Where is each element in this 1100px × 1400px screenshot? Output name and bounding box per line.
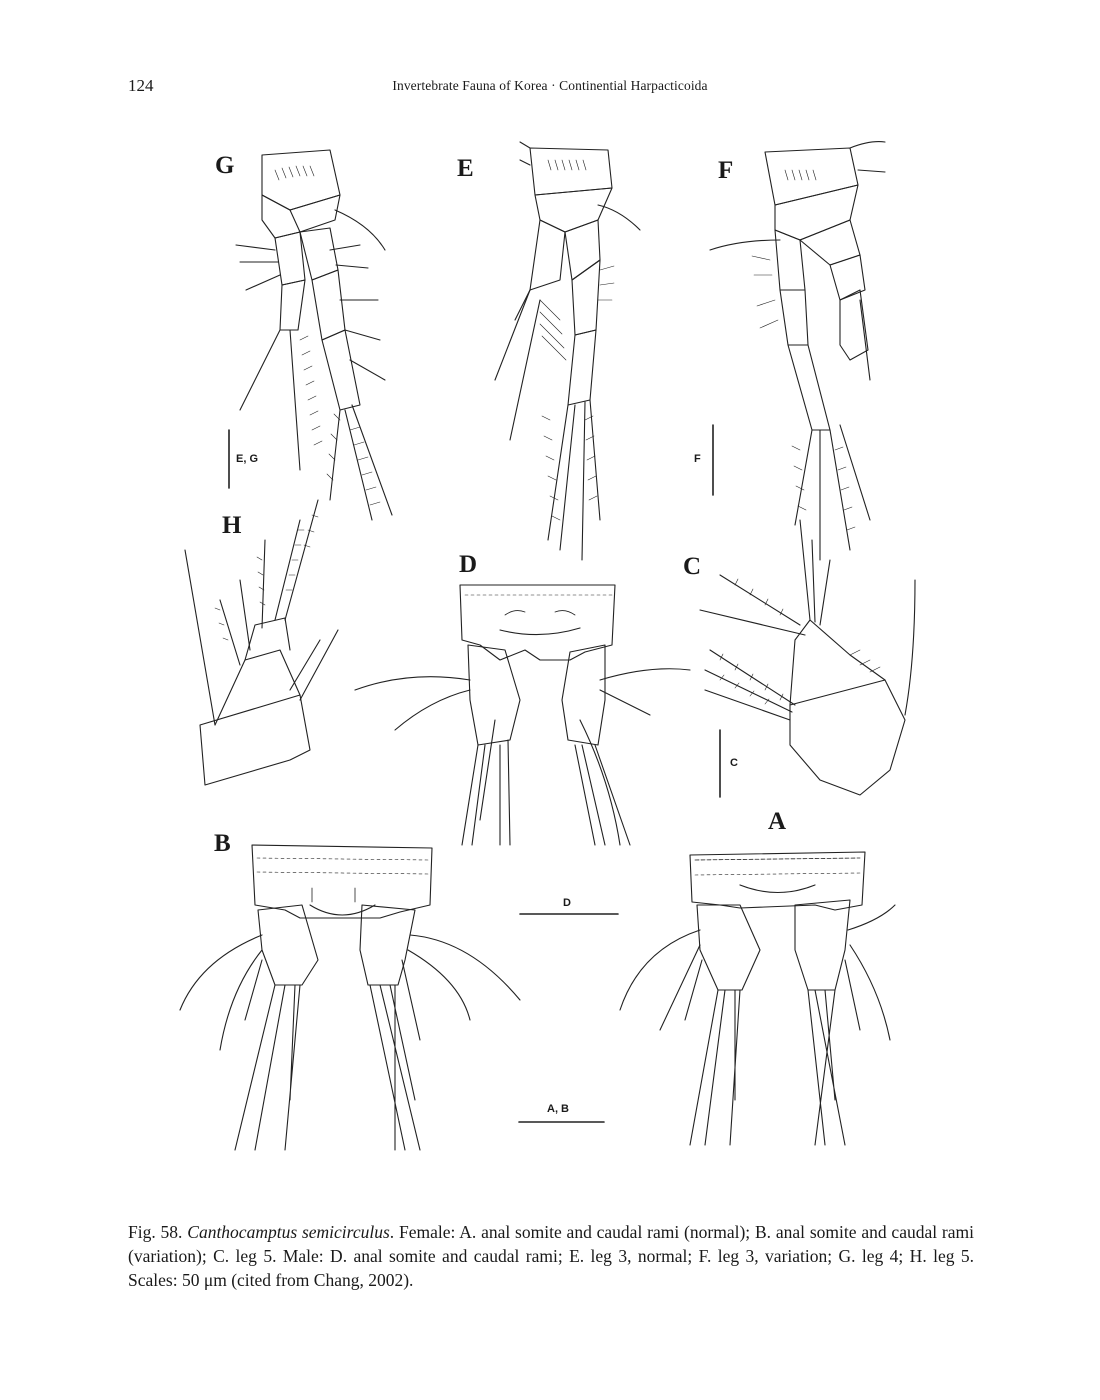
- caption-prefix: Fig. 58.: [128, 1221, 188, 1242]
- panel-label-c: C: [683, 553, 702, 580]
- panel-label-h: H: [222, 512, 242, 539]
- leg4-drawing-G: [236, 150, 392, 520]
- panel-label-e: E: [457, 155, 474, 182]
- leg3-drawing-E: [495, 142, 640, 560]
- running-title: Invertebrate Fauna of Korea · Continential Harpacticoida: [392, 78, 708, 93]
- scale-label-d: D: [563, 897, 571, 909]
- leg5-drawing-H: [185, 500, 338, 785]
- leg5-drawing-C: [700, 520, 915, 795]
- figure-caption: [128, 1220, 974, 1292]
- leg3-drawing-F: [710, 142, 885, 560]
- panel-label-g: G: [215, 152, 235, 179]
- panel-label-b: B: [214, 830, 231, 857]
- anal-somite-drawing-D: [355, 585, 690, 845]
- scale-label-f: F: [694, 453, 701, 465]
- anal-somite-drawing-A: [620, 852, 895, 1145]
- anal-somite-drawing-B: [180, 845, 520, 1150]
- scale-label-ab: A, B: [547, 1103, 569, 1115]
- scale-label-eg: E, G: [236, 453, 259, 465]
- scale-label-c: C: [730, 757, 738, 769]
- panel-label-d: D: [459, 551, 478, 578]
- panel-label-f: F: [718, 157, 734, 184]
- caption-text: . Female: A. anal somite and caudal rami (normal); B. anal somite and caudal rami (variation); C. leg 5. Male: D. anal somite and caudal rami; E. leg 3, normal; F. leg 3, variation; G. leg 4; H. leg 5. Scales: 50 μm (cited from Chang, 2002).: [128, 1221, 974, 1290]
- panel-label-a: A: [768, 808, 787, 835]
- page-number: 124: [128, 76, 154, 95]
- caption-species: Canthocamptus semicirculus: [187, 1221, 390, 1242]
